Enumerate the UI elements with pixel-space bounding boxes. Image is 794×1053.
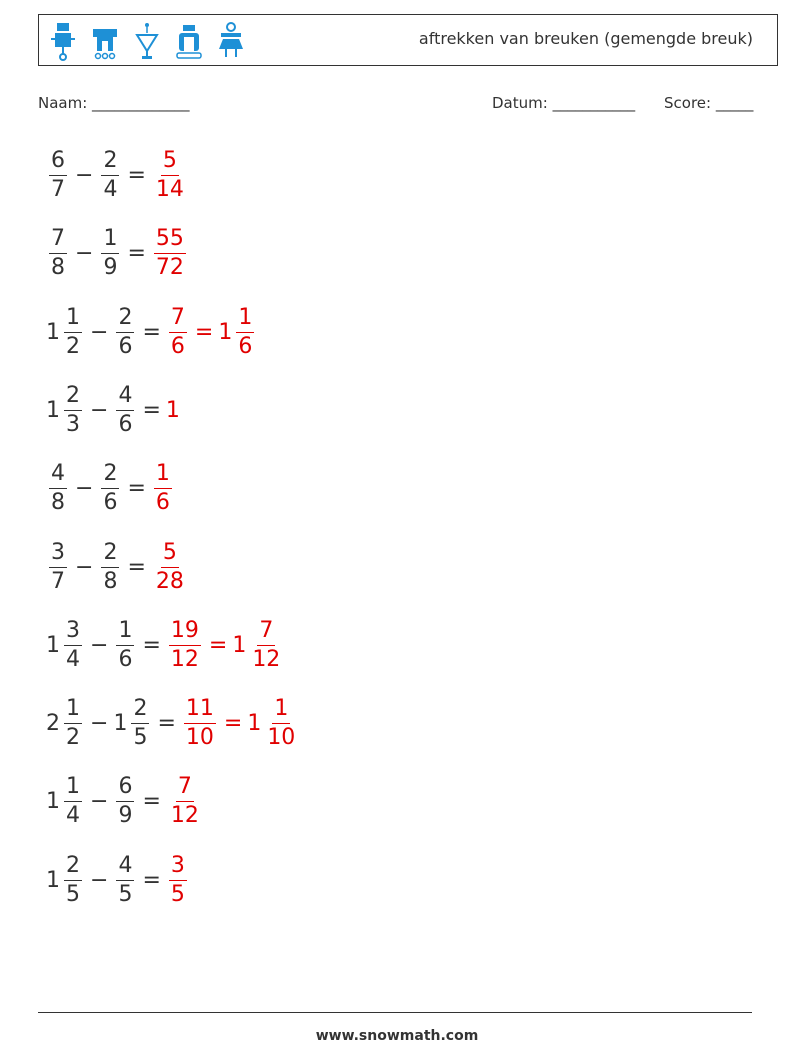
fraction (250, 617, 282, 672)
fraction (116, 304, 134, 359)
numerator: 1 (272, 698, 290, 724)
equals-sign: = (127, 554, 146, 580)
minus-sign: − (75, 162, 94, 188)
answer (181, 695, 300, 750)
denominator: 5 (66, 881, 80, 907)
denominator: 8 (103, 568, 118, 594)
whole-part: 1 (46, 632, 60, 658)
answer (151, 460, 175, 515)
answer (166, 617, 285, 672)
fraction (64, 695, 82, 750)
robot-icon-5 (217, 21, 245, 61)
whole-part: 1 (218, 319, 233, 345)
whole-part: 1 (247, 710, 262, 736)
fraction (154, 539, 186, 594)
minus-sign: − (90, 319, 109, 345)
denominator: 6 (155, 489, 170, 515)
mixed-number (46, 617, 85, 672)
fraction (116, 617, 134, 672)
whole-part: 1 (46, 867, 60, 893)
minus-sign: − (75, 240, 94, 266)
numerator: 7 (257, 620, 275, 646)
mixed-number (98, 147, 122, 202)
mixed-number (166, 304, 190, 359)
fraction (49, 539, 67, 594)
numerator: 7 (176, 776, 194, 802)
numerator: 6 (49, 150, 67, 176)
answer (166, 304, 257, 359)
problem-row (46, 218, 189, 288)
fraction (101, 460, 119, 515)
fraction (64, 617, 82, 672)
mixed-number (46, 304, 85, 359)
whole-part: 1 (165, 397, 180, 423)
mixed-number (113, 695, 152, 750)
denominator: 2 (66, 724, 80, 750)
mixed-number (151, 147, 189, 202)
name-field: Naam: _____________ (38, 94, 190, 112)
denominator: 4 (103, 176, 118, 202)
minus-sign: − (75, 475, 94, 501)
answer (166, 852, 190, 907)
footer-url: www.snowmath.com (315, 1028, 479, 1044)
mixed-number (181, 695, 219, 750)
numerator: 2 (101, 542, 119, 568)
robot-icon-4 (175, 21, 203, 61)
mixed-number (218, 304, 257, 359)
denominator: 12 (252, 646, 281, 672)
mixed-number (232, 617, 285, 672)
answer (166, 398, 181, 423)
numerator: 5 (161, 150, 179, 176)
denominator: 5 (118, 881, 133, 907)
equals-sign: = (142, 788, 161, 814)
whole-part: 1 (232, 632, 247, 658)
mixed-number (46, 852, 85, 907)
denominator: 6 (103, 489, 118, 515)
fraction (131, 695, 149, 750)
whole-part: 2 (46, 710, 60, 736)
fraction (64, 852, 82, 907)
equals-sign: = (157, 710, 176, 736)
answer (151, 539, 189, 594)
problem-row (46, 845, 190, 915)
denominator: 12 (170, 802, 199, 828)
equals-sign: = (127, 475, 146, 501)
numerator: 55 (154, 228, 186, 254)
numerator: 4 (116, 385, 134, 411)
denominator: 10 (185, 724, 214, 750)
minus-sign: − (90, 710, 109, 736)
denominator: 9 (103, 254, 118, 280)
numerator: 2 (116, 307, 134, 333)
numerator: 6 (116, 776, 134, 802)
numerator: 2 (131, 698, 149, 724)
mixed-number (46, 460, 70, 515)
denominator: 12 (170, 646, 199, 672)
numerator: 2 (64, 855, 82, 881)
denominator: 6 (118, 333, 133, 359)
answer (166, 773, 204, 828)
mixed-number (166, 773, 204, 828)
minus-sign: − (75, 554, 94, 580)
numerator: 1 (64, 307, 82, 333)
numerator: 3 (64, 620, 82, 646)
denominator: 3 (66, 411, 80, 437)
robot-icons (49, 19, 245, 63)
mixed-number (166, 852, 190, 907)
fraction (169, 617, 201, 672)
mixed-number (113, 852, 137, 907)
answer (151, 147, 189, 202)
mixed-number (46, 382, 85, 437)
problem-row (46, 688, 300, 758)
equals-sign: = (127, 162, 146, 188)
denominator: 6 (118, 411, 133, 437)
problem-row (46, 297, 257, 367)
mixed-number (113, 773, 137, 828)
footer-divider (38, 1012, 752, 1013)
minus-sign: − (90, 632, 109, 658)
fraction (154, 225, 186, 280)
worksheet-title: aftrekken van breuken (gemengde breuk) (418, 29, 753, 48)
whole-part: 1 (46, 319, 60, 345)
numerator: 11 (184, 698, 216, 724)
robot-icon-1 (49, 21, 77, 61)
denominator: 2 (66, 333, 80, 359)
fraction (101, 147, 119, 202)
worksheet-header (38, 14, 778, 66)
fraction (49, 225, 67, 280)
numerator: 2 (101, 150, 119, 176)
numerator: 1 (64, 698, 82, 724)
robot-icon-3 (133, 21, 161, 61)
equals-sign: = (208, 632, 228, 658)
mixed-number (113, 382, 137, 437)
numerator: 3 (169, 855, 187, 881)
numerator: 2 (64, 385, 82, 411)
denominator: 7 (51, 176, 65, 202)
whole-part: 1 (46, 788, 60, 814)
mixed-number (46, 147, 70, 202)
fraction (64, 304, 82, 359)
mixed-number (166, 398, 181, 423)
mixed-number (151, 539, 189, 594)
minus-sign: − (90, 867, 109, 893)
fraction (64, 382, 82, 437)
denominator: 8 (51, 254, 65, 280)
equals-sign: = (142, 319, 161, 345)
problem-row (46, 453, 175, 523)
numerator: 19 (169, 620, 201, 646)
fraction (154, 460, 172, 515)
numerator: 1 (64, 776, 82, 802)
equals-sign: = (142, 632, 161, 658)
fraction (169, 304, 187, 359)
numerator: 2 (101, 463, 119, 489)
denominator: 14 (155, 176, 184, 202)
mixed-number (98, 539, 122, 594)
fraction (116, 852, 134, 907)
fraction (169, 773, 201, 828)
numerator: 4 (49, 463, 67, 489)
problem-row (46, 375, 181, 445)
fraction (49, 147, 67, 202)
mixed-number (151, 460, 175, 515)
fraction (101, 539, 119, 594)
fraction (116, 773, 134, 828)
date-field: Datum: ___________ (492, 94, 636, 112)
mixed-number (98, 225, 122, 280)
denominator: 10 (267, 724, 296, 750)
numerator: 7 (49, 228, 67, 254)
mixed-number (46, 225, 70, 280)
numerator: 1 (236, 307, 254, 333)
denominator: 6 (238, 333, 253, 359)
mixed-number (98, 460, 122, 515)
mixed-number (151, 225, 189, 280)
mixed-number (113, 304, 137, 359)
fraction (265, 695, 297, 750)
numerator: 1 (154, 463, 172, 489)
denominator: 7 (51, 568, 65, 594)
robot-icon-2 (91, 21, 119, 61)
numerator: 1 (116, 620, 134, 646)
numerator: 7 (169, 307, 187, 333)
numerator: 1 (101, 228, 119, 254)
problem-row (46, 140, 189, 210)
fraction (49, 460, 67, 515)
numerator: 5 (161, 542, 179, 568)
fraction (184, 695, 216, 750)
fraction (101, 225, 119, 280)
problem-row (46, 610, 285, 680)
mixed-number (46, 695, 85, 750)
fraction (169, 852, 187, 907)
score-field: Score: _____ (664, 94, 754, 112)
mixed-number (166, 617, 204, 672)
denominator: 4 (66, 646, 80, 672)
answer (151, 225, 189, 280)
problem-row (46, 766, 204, 836)
numerator: 4 (116, 855, 134, 881)
whole-part: 1 (46, 397, 60, 423)
denominator: 4 (66, 802, 80, 828)
problem-row (46, 532, 189, 602)
denominator: 72 (155, 254, 184, 280)
equals-sign: = (194, 319, 214, 345)
minus-sign: − (90, 397, 109, 423)
mixed-number (113, 617, 137, 672)
denominator: 9 (118, 802, 133, 828)
fraction (64, 773, 82, 828)
denominator: 6 (170, 333, 185, 359)
whole-part: 1 (113, 710, 128, 736)
equals-sign: = (142, 867, 161, 893)
mixed-number (46, 539, 70, 594)
equals-sign: = (142, 397, 161, 423)
fraction (154, 147, 186, 202)
denominator: 28 (155, 568, 184, 594)
denominator: 5 (133, 724, 148, 750)
equals-sign: = (127, 240, 146, 266)
mixed-number (247, 695, 300, 750)
minus-sign: − (90, 788, 109, 814)
denominator: 5 (170, 881, 185, 907)
denominator: 6 (118, 646, 133, 672)
equals-sign: = (223, 710, 243, 736)
denominator: 8 (51, 489, 65, 515)
mixed-number (46, 773, 85, 828)
fraction (236, 304, 254, 359)
numerator: 3 (49, 542, 67, 568)
fraction (116, 382, 134, 437)
